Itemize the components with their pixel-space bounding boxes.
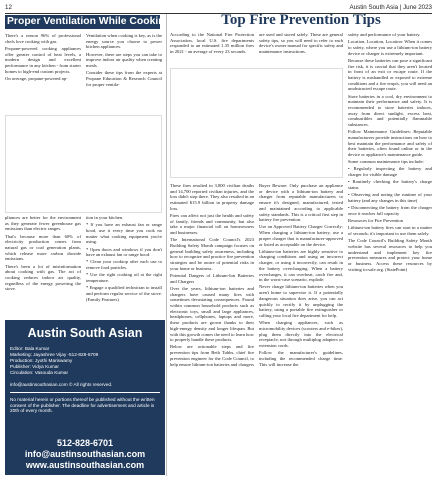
paragraph: The Code Council's Building Safety Month website has several resources to help you understand and implement key fire prevention measures and protect your home or business. Access these resources by visiting iccsafe.org. (StatePoint): [348, 238, 432, 272]
paragraph: However, there are steps you can take to improve indoor air quality when creating meals.: [86, 51, 162, 69]
masthead-box: [5, 320, 165, 475]
ventilation-col2-bottom: [86, 215, 162, 304]
paragraph: Never charge lithium-ion batteries when you aren't home to supervise it. If a potentially dangerous situation does arise, you can act quickly to rectify it by unplugging the battery, using a portable fire extinguisher or calling your local fire department for help.: [259, 284, 343, 318]
paragraph: On average, propane-powered ap-: [5, 75, 68, 81]
paragraph: * Engage a qualified technician to install and perform regular service of the stove. (Family Features): [86, 285, 162, 302]
paragraph: * Open doors and windows if you don't have an exhaust fan or range hood.: [86, 246, 162, 258]
cooking-photo: [5, 115, 162, 213]
paragraph: pliances are better for the environment as they generate fewer greenhouse gas emissions than electric ranges.: [5, 215, 81, 232]
paragraph: Lithium-ion batteries are highly sensitive to charging conditions and using an incorrect charger, or using it incorrectly, can result in the battery overcharging. When a battery overcharges, it can overheat, catch fire and, in the worst-case scenario, explode.: [259, 248, 343, 283]
paragraph: Follow Maintenance Guidelines: Reputable manufacturers provide instructions on how to best maintain the performance and safety of their batteries, often found online or in the device or appliance's maintenance guide.: [348, 129, 432, 158]
list-item: • Regularly inspecting the battery and charger for visible damage: [348, 166, 432, 178]
paragraph: Use an Approved Battery Charger Correctly: When charging a lithium-ion battery, use a proper charger that is manufacturer-approved or listed as acceptable on the device.: [259, 224, 343, 247]
fire-colB-bottom: [259, 183, 343, 369]
paragraph: Propane-powered cooking appliances offer greater control of heat levels, a modern design and excellent performance in any kitchen - from starter homes to high-end custom projects.: [5, 45, 81, 74]
masthead-phone: 512-828-6701: [56, 438, 114, 448]
paragraph: That's because more than 60% of electricity production comes from natural gas or coal generation plants, which release more carbon dioxide emissions.: [5, 233, 81, 262]
page-number: 12: [5, 4, 12, 11]
paragraph: are used and stored safely. These are general safety tips, so you will need to refer to each device's owner manual for specific safety and maintenance instructions.: [259, 32, 343, 55]
paragraph: safety and performance of your battery.: [348, 32, 421, 37]
paragraph: * Use the right cooking oil at the right temperature.: [86, 272, 162, 284]
fire-colB-top: [259, 32, 343, 56]
paragraph: * Clean your cooktop after each use to remove food particles.: [86, 259, 162, 271]
ventilation-col2-top: [86, 33, 162, 89]
subheading: Resources for Fire Prevention: [348, 218, 403, 224]
paragraph: * If you have an exhaust fan or range hood, use it every time you cook no matter what cooking equipment you're using.: [86, 222, 162, 245]
fire-colA-top: [170, 32, 254, 56]
ventilation-article-title: Proper Ventilation While Cooking: [7, 16, 171, 27]
credit-line: Circulation: Vasouda Kumar: [10, 370, 69, 375]
story-divider: [166, 14, 167, 476]
paragraph: Follow the manufacturer's guidelines, including the recommended charge time. This will increase the: [259, 350, 343, 367]
ventilation-col1-bottom: [5, 215, 81, 294]
credit-line: Marketing: Jayashree Vijay -512-828-6709: [10, 352, 99, 357]
copyright-line: info@austinsouthasian.com © All rights reserved.: [10, 382, 113, 387]
credit-line: Editor: Bala Kumar: [10, 346, 50, 351]
masthead-website: www.austinsouthasian.com: [25, 460, 145, 470]
paragraph: The International Code Council's 2023 Building Safety Month campaign focuses on general building safety awareness, including how to recognize and practice fire prevention strategies and be aware of potential risks in your home or business.: [170, 237, 254, 271]
credit-line: Publisher: Vidya Kumar: [10, 364, 59, 369]
fire-article-title: Top Fire Prevention Tips: [221, 12, 381, 28]
paragraph: Store batteries in a cool, dry environment to maintain their performance and safety. It is recommended to store batteries indoors, away from direct sunlight, excess heat, combustibles and potentially flammable substances.: [348, 93, 432, 128]
masthead-note: No material herein or portions thereof be published without the written consent of the publisher. The deadline for advertisement and article is 20th of every month.: [10, 397, 155, 414]
fire-colC: [348, 32, 432, 274]
masthead-email: info@austinsouthasian.com: [24, 449, 146, 459]
paragraph: There's been a lot of misinformation about cooking with gas. The act of cooking reduces indoor air quality, regardless of the energy powering the stove.: [5, 263, 81, 292]
paragraph: tion in your kitchen.: [86, 215, 124, 220]
list-item: • Disconnecting the battery from the charger once it reaches full capacity: [348, 205, 432, 216]
paragraph: Because these batteries can pose a significant fire risk, it is crucial that they aren't located in front of an exit or escape route. If the battery is mishandled or exposed to extreme conditions and a fire erupts, you will need an unobstructed escape route.: [348, 57, 432, 92]
publication-header: Austin South Asia | June 2023: [349, 4, 432, 11]
paragraph: Ventilation when cooking is key, as is the energy source you choose to power kitchen appliances.: [86, 33, 162, 50]
paragraph: Lithium-ion battery fires can start in a matter of seconds; it's important to use them safely.: [348, 225, 432, 236]
paragraph: Fires can affect not just the health and safety of family, friends and community, but also take a major financial toll on homeowners and businesses.: [170, 213, 254, 236]
paragraph: These fires resulted in 3,800 civilian deaths and 14,700 reported civilian injuries, and the loss didn't stop there. They also resulted in an estimated $15.9 billion in property damage loss.: [170, 183, 254, 211]
credit-line: Production: Jyothi Mariswamy: [10, 358, 73, 363]
paragraph: Below are actionable steps and fire prevention tips from Beth Tubbs, chief fire prevention engineer for the Code Council, to help ensure lithium-ion batteries and chargers: [170, 344, 254, 367]
paragraph: There's a reason 96% of professional chefs love cooking with gas.: [5, 33, 81, 44]
ventilation-col1-top: [5, 33, 81, 83]
battery-photo: [170, 68, 343, 178]
list-item: • Routinely checking the battery's charge status: [348, 179, 432, 191]
list-item: • Observing and noting the runtime of your battery (and any changes in this time): [348, 192, 432, 203]
paragraph: Consider these tips from the experts at Propane Education & Research Council for proper ventila-: [86, 70, 162, 87]
fire-colA-bottom: [170, 183, 254, 369]
paragraph: When charging appliances, such as micromobility devices (scooters and e-bikes), plug them directly into the electrical receptacle, not through multiplug adapters or extension cords.: [259, 320, 343, 348]
masthead-title: Austin South Asian: [27, 326, 143, 340]
paragraph: According to the National Fire Protection Association, local U.S. fire departments responded to an estimated 1.35 million fires in 2021 - an average of every 23 seconds.: [170, 32, 254, 55]
paragraph: Over the years, lithium-ion batteries and chargers have caused many fires with sometimes devastating consequences. Found within common household products such as electronic toys, small and large appliances, headphones, cellphones, laptops and more, these products are grown thanks to their high-energy density and longer lifespan. But with this growth comes the need to learn how to properly handle these products.: [170, 285, 254, 343]
paragraph: Potential Dangers of Lithium-Ion Batteries and Chargers: [170, 273, 254, 284]
paragraph: Some common maintenance tips include:: [348, 159, 424, 165]
paragraph: Location, Location, Location: When it comes to safety, where you use a lithium-ion battery device or charger is extremely important.: [348, 39, 432, 56]
paragraph: Buyer Beware: Only purchase an appliance or device with a lithium-ion battery and charger from reputable manufacturers to ensure it's designed, manufactured, tested and maintained according to applicable safety standards. This is a critical first step in battery fire prevention.: [259, 183, 343, 223]
masthead-divider: [10, 392, 160, 393]
